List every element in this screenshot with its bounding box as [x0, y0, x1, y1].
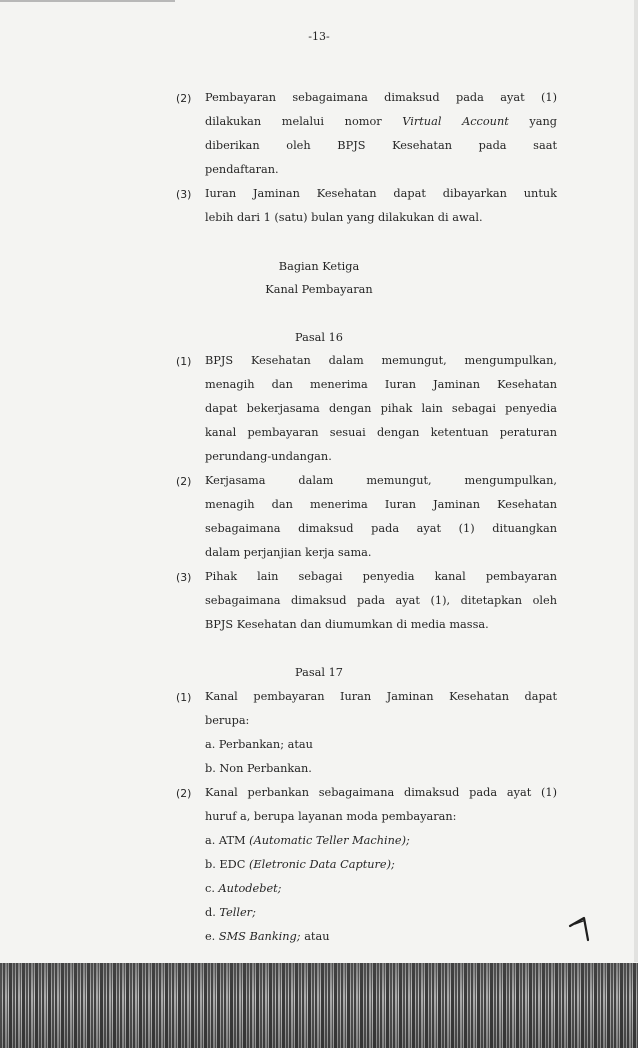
sub-item: a. Perbankan; atau [205, 738, 313, 751]
text-line: Pembayaran sebagaimana dimaksud pada ayat (1) [205, 91, 557, 104]
text-line: sebagaimana dimaksud pada ayat (1), ditetapkan oleh [205, 594, 557, 607]
text-line: dilakukan melalui nomor Virtual Account yang [205, 115, 558, 128]
italic-term: Virtual [402, 115, 442, 128]
section-title: Kanal Pembayaran [265, 283, 373, 296]
sub-item: e. SMS Banking; atau [205, 930, 330, 943]
sub-item: a. ATM (Automatic Teller Machine); [205, 834, 410, 847]
item-number: (1) [176, 691, 192, 704]
text-line: perundang-undangan. [205, 450, 332, 463]
text-line: Kerjasama dalam memungut, mengumpulkan, [205, 474, 557, 487]
section-part: Bagian Ketiga [278, 260, 360, 273]
item-number: (2) [176, 787, 192, 800]
text-line: berupa: [205, 714, 250, 727]
text-line: lebih dari 1 (satu) bulan yang dilakukan di awal. [205, 211, 483, 224]
text-line: BPJS Kesehatan dalam memungut, mengumpulkan, [205, 354, 557, 367]
text-line: pendaftaran. [205, 163, 279, 176]
pasal-17-heading: Pasal 17 [295, 666, 343, 679]
scan-top-line [0, 0, 175, 2]
text-line: Kanal perbankan sebagaimana dimaksud pada ayat (1) [205, 786, 557, 799]
italic-term: Account [462, 115, 509, 128]
text-line: sebagaimana dimaksud pada ayat (1) dituangkan [205, 522, 557, 535]
item-number: (2) [176, 92, 192, 105]
text-line: Pihak lain sebagai penyedia kanal pembayaran [205, 570, 557, 583]
item-number: (1) [176, 355, 192, 368]
scan-page-edge [634, 0, 638, 962]
sub-item: d. Teller; [205, 906, 256, 919]
text-line: huruf a, berupa layanan moda pembayaran: [205, 810, 457, 823]
scan-bottom-strip [0, 963, 638, 1048]
item-number: (3) [176, 571, 192, 584]
text-line: kanal pembayaran sesuai dengan ketentuan peraturan [205, 426, 557, 439]
text-line: Kanal pembayaran Iuran Jaminan Kesehatan dapat [205, 690, 557, 703]
text-line: menagih dan menerima Iuran Jaminan Kesehatan [205, 378, 557, 391]
text-line: BPJS Kesehatan dan diumumkan di media massa. [205, 618, 489, 631]
text-line: diberikan oleh BPJS Kesehatan pada saat [205, 139, 557, 152]
item-number: (3) [176, 188, 192, 201]
sub-item: b. Non Perbankan. [205, 762, 312, 775]
text-line: Iuran Jaminan Kesehatan dapat dibayarkan untuk [205, 187, 557, 200]
text-line: dalam perjanjian kerja sama. [205, 546, 372, 559]
text-line: menagih dan menerima Iuran Jaminan Kesehatan [205, 498, 557, 511]
paraf-initial-icon [566, 914, 606, 944]
item-number: (2) [176, 475, 192, 488]
page-number: -13- [308, 30, 330, 43]
text-line: dapat bekerjasama dengan pihak lain sebagai penyedia [205, 402, 557, 415]
sub-item: c. Autodebet; [205, 882, 282, 895]
pasal-16-heading: Pasal 16 [295, 331, 343, 344]
sub-item: b. EDC (Eletronic Data Capture); [205, 858, 395, 871]
